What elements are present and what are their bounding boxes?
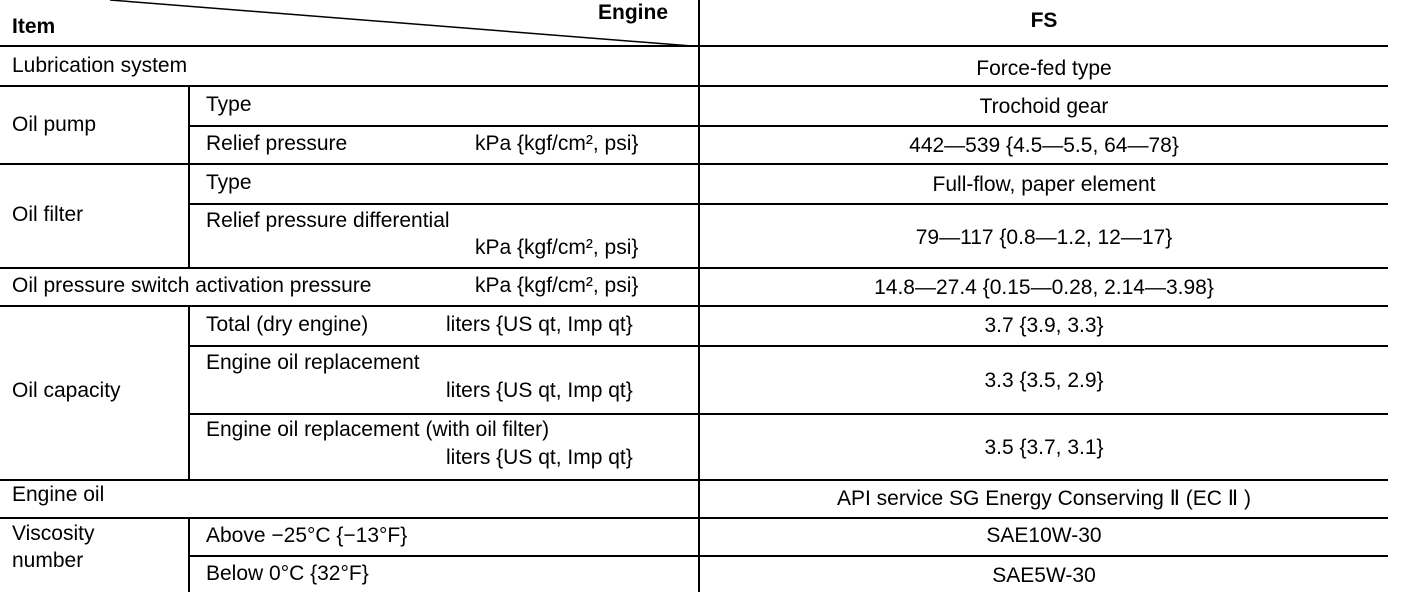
lubrication-system-value: Force-fed type [976,57,1112,80]
oil-filter-diff-value: 79—117 {0.8—1.2, 12—17} [915,226,1173,249]
engine-oil-label: Engine oil [12,483,105,506]
grid-line [188,125,1388,127]
grid-line [0,517,1388,519]
oil-capacity-replace-filter-value: 3.5 {3.7, 3.1} [984,436,1104,459]
engine-oil-value: API service SG Energy Conserving Ⅱ (EC Ⅱ ) [837,487,1251,510]
oil-pump-relief-value: 442—539 {4.5—5.5, 64—78} [909,134,1179,157]
grid-line [0,85,1388,87]
viscosity-label-line2: number [12,549,84,572]
header-model: FS [1030,9,1058,32]
oil-filter-label: Oil filter [12,203,84,226]
grid-line [188,85,190,171]
oil-filter-diff-label: Relief pressure differential [206,209,450,232]
grid-line [0,479,1388,481]
oil-capacity-replace-label: Engine oil replacement [206,351,420,374]
viscosity-below-value: SAE5W-30 [992,564,1096,587]
oil-pump-label: Oil pump [12,113,97,136]
oil-pump-relief-unit: kPa {kgf/cm², psi} [475,132,639,155]
oil-capacity-label: Oil capacity [12,379,121,402]
oil-capacity-replace-filter-label: Engine oil replacement (with oil filter) [206,418,550,441]
oil-filter-diff-unit: kPa {kgf/cm², psi} [475,236,639,259]
header-diagonal [0,0,700,46]
viscosity-below-label: Below 0°C {32°F} [206,562,369,585]
oil-pump-relief-label: Relief pressure [206,132,348,155]
oil-capacity-total-label: Total (dry engine) [206,313,369,336]
oil-capacity-replace-filter-unit: liters {US qt, Imp qt} [446,446,633,469]
grid-line [188,555,1388,557]
oil-capacity-replace-value: 3.3 {3.5, 2.9} [984,369,1104,392]
oil-capacity-total-value: 3.7 {3.9, 3.3} [984,314,1104,337]
grid-line [188,305,190,479]
oil-pump-type-value: Trochoid gear [979,95,1109,118]
viscosity-above-label: Above −25°C {−13°F} [206,524,408,547]
grid-line [188,163,190,267]
oil-pressure-switch-label: Oil pressure switch activation pressure [12,274,372,297]
oil-filter-type-value: Full-flow, paper element [932,173,1156,196]
oil-filter-type-label: Type [206,171,252,194]
grid-line [188,345,1388,347]
viscosity-above-value: SAE10W-30 [986,524,1102,547]
grid-line [188,203,1388,205]
oil-pressure-switch-unit: kPa {kgf/cm², psi} [475,274,639,297]
grid-line [0,305,1388,307]
oil-pressure-switch-value: 14.8—27.4 {0.15—0.28, 2.14—3.98} [874,276,1214,299]
viscosity-label-line1: Viscosity [12,522,95,545]
lubrication-system-label: Lubrication system [12,54,188,77]
oil-capacity-total-unit: liters {US qt, Imp qt} [446,313,633,336]
header-item: Item [12,15,56,38]
grid-line [0,163,1388,165]
grid-line [0,267,1388,269]
header-engine: Engine [598,1,669,24]
oil-capacity-replace-unit: liters {US qt, Imp qt} [446,379,633,402]
oil-pump-type-label: Type [206,93,252,116]
grid-line [188,413,1388,415]
